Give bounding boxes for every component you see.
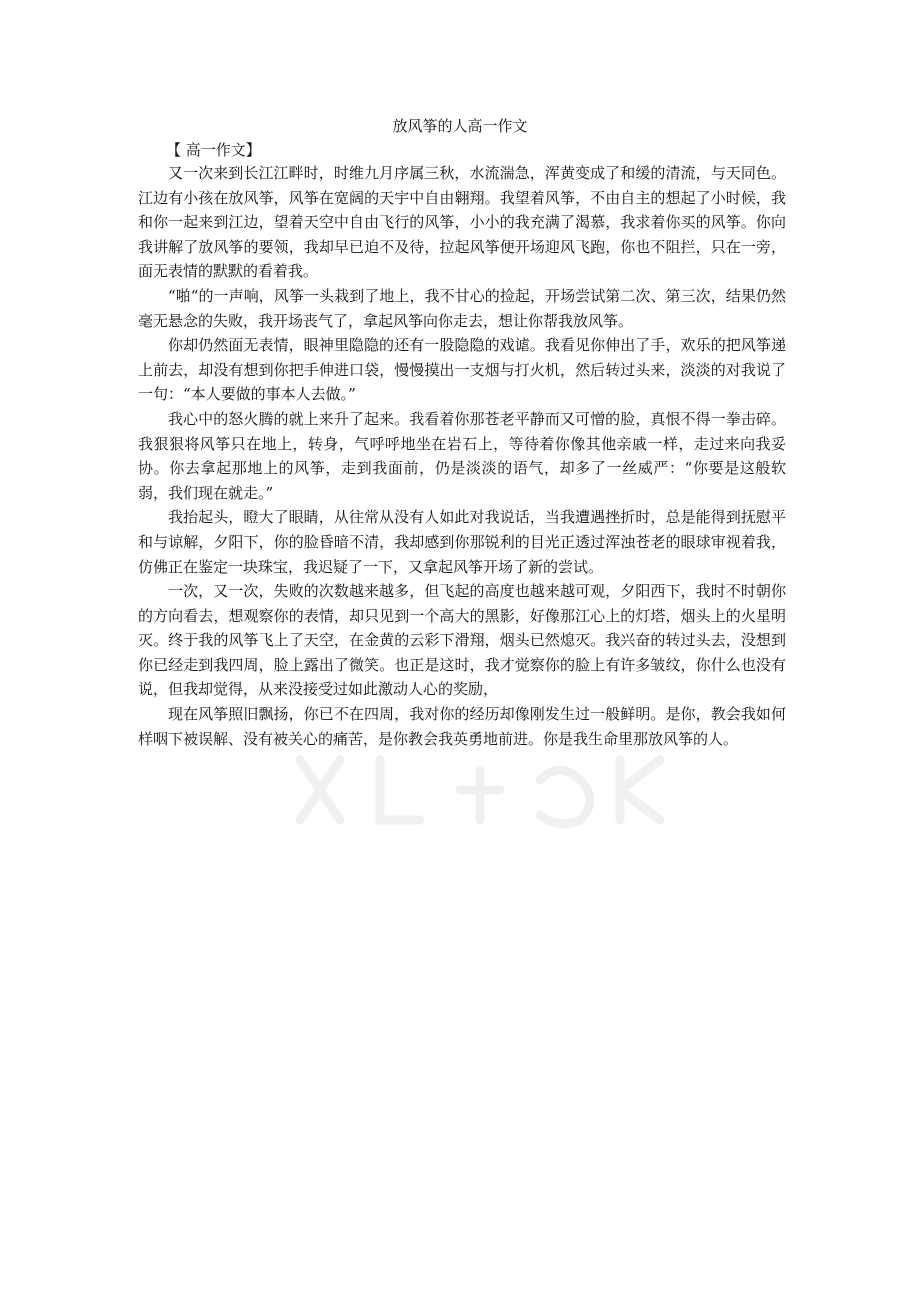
document-title: 放风筝的人高一作文: [392, 117, 528, 135]
paragraph-5: 我抬起头，瞪大了眼睛，从往常从没有人如此对我说话，当我遭遇挫折时，总是能得到抚慰平和与谅解，夕阳下，你的脸昏暗不清，我却感到你那锐利的目光正透过浑浊苍老的眼球审视着我，仿佛正在鉴定一块珠宝，我迟疑了一下，又拿起风筝开场了新的尝试。: [138, 508, 786, 576]
paragraph-3: 你却仍然面无表情，眼神里隐隐的还有一股隐隐的戏谑。我看见你伸出了手，欢乐的把风筝递上前去，却没有想到你把手伸进口袋，慢慢摸出一支烟与打火机，然后转过头来，淡淡的对我说了一句：“本人要做的事本人去做。”: [138, 336, 786, 404]
paragraph-6: 一次，又一次，失败的次数越来越多，但飞起的高度也越来越可观，夕阳西下，我时不时朝你的方向看去，想观察你的表情，却只见到一个高大的黑影，好像那江心上的灯塔，烟头上的火星明灭。终于我的风筝飞上了天空，在金黄的云彩下滑翔，烟头已然熄灭。我兴奋的转过头去，没想到你已经走到我四周，脸上露出了微笑。也正是这时，我才觉察你的脸上有许多皱纹，你什么也没有说，但我却觉得，从来没接受过如此激动人心的奖励，: [138, 582, 786, 699]
paragraph-2: “啪“的一声响，风筝一头栽到了地上，我不甘心的捡起，开场尝试第二次、第三次，结果仍然毫无悬念的失败，我开场丧气了，拿起风筝向你走去，想让你帮我放风筝。: [138, 286, 786, 330]
paragraph-7: 现在风筝照旧飘扬，你已不在四周，我对你的经历却像刚发生过一般鲜明。是你，教会我如何样咽下被误解、没有被关心的痛苦，是你教会我英勇地前进。你是我生命里那放风筝的人。: [138, 705, 786, 748]
paragraph-1: 又一次来到长江江畔时，时维九月序属三秋，水流湍急，浑黄变成了和缓的清流，与天同色。江边有小孩在放风筝，风筝在宽阔的天宇中自由翱翔。我望着风筝，不由自主的想起了小时候，我和你一起来到江边，望着天空中自由飞行的风筝，小小的我充满了渴慕，我求着你买的风筝。你向我讲解了放风筝的要领，我却早已迫不及待，拉起风筝便开场迎风飞跑，你也不阻拦，只在一旁，面无表情的默默的看着我。: [138, 164, 786, 281]
essay-body: [138, 161, 786, 751]
category-tag: 【 高一作文】: [166, 141, 261, 159]
paragraph-4: 我心中的怒火腾的就上来升了起来。我看着你那苍老平静而又可憎的脸，真恨不得一拳击碎。我狠狠将风筝只在地上，转身，气呼呼地坐在岩石上，等待着你像其他亲戚一样，走过来向我妥协。你去拿起那地上的风筝，走到我面前，仍是淡淡的语气，却多了一丝威严：“你要是这般软弱，我们现在就走。”: [138, 409, 786, 502]
